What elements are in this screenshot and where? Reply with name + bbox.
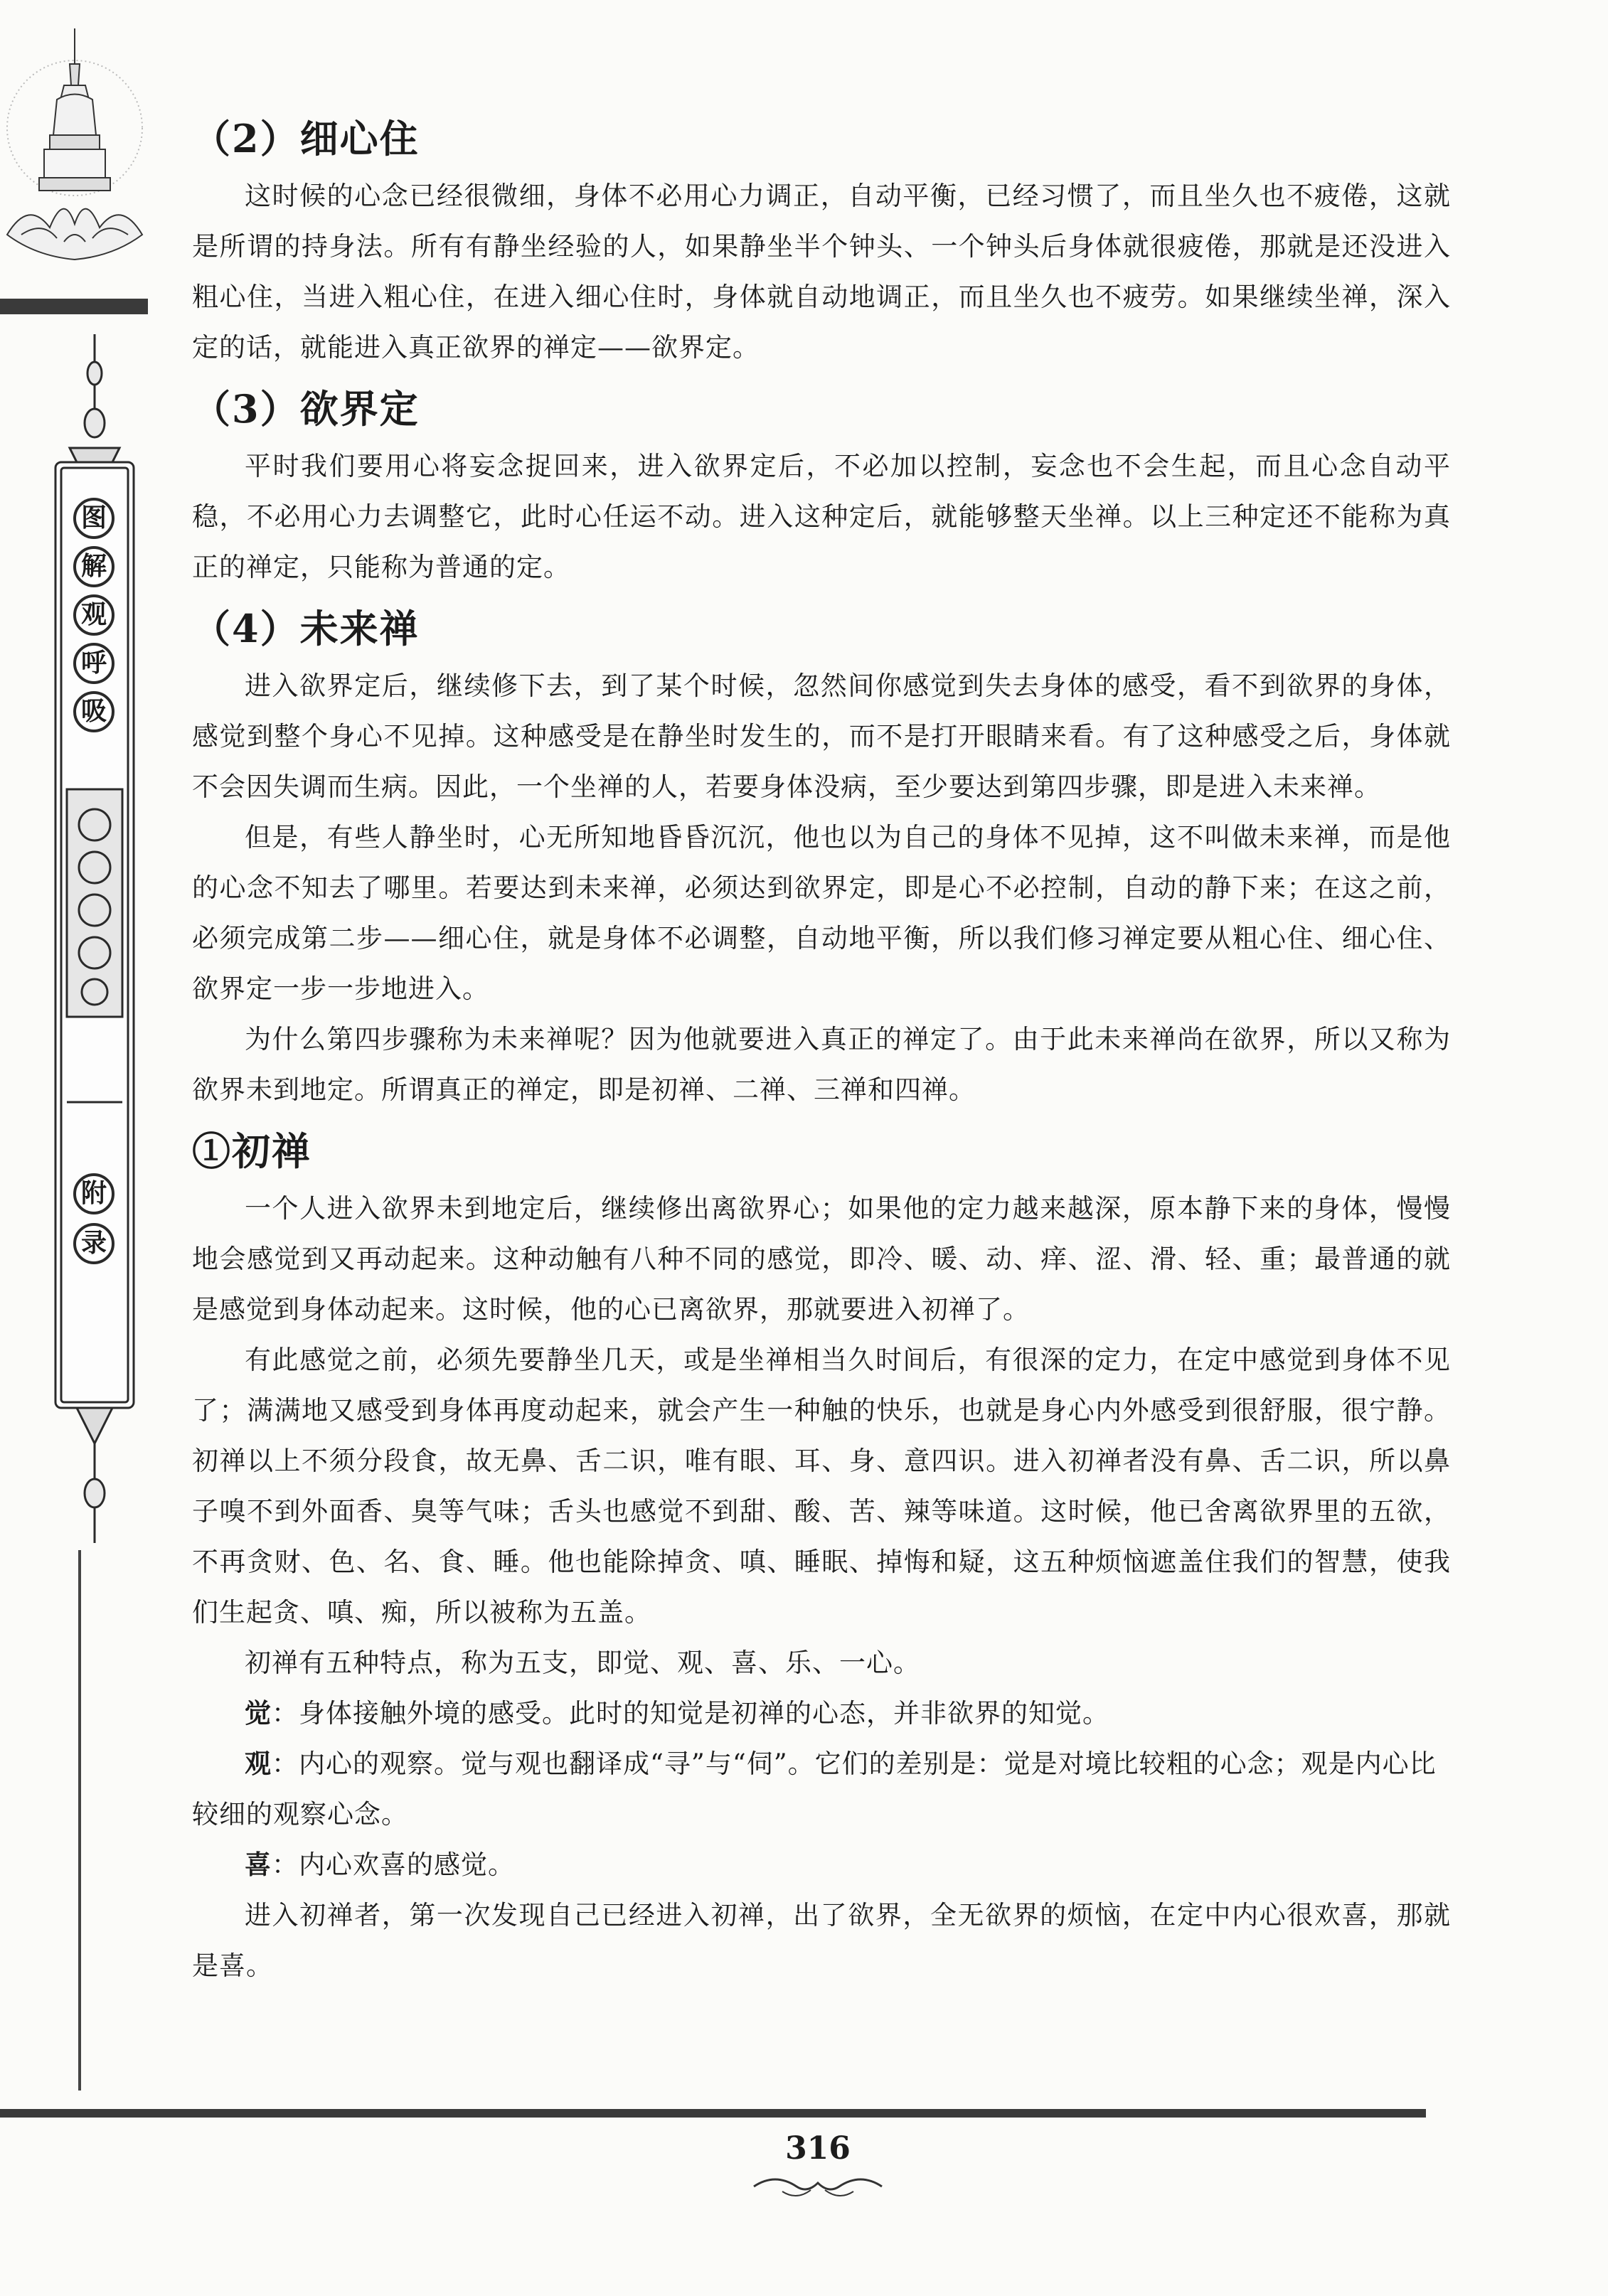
page-flourish-icon — [740, 2169, 896, 2204]
sidebar-title-char: 观 — [73, 594, 115, 636]
definition-jue — [192, 1688, 1451, 1739]
footer-rule — [0, 2109, 1426, 2118]
definition-guan — [192, 1739, 1451, 1840]
definition-text: ：身体接触外境的感受。此时的知觉是初禅的心态，并非欲界的知觉。 — [272, 1698, 1109, 1729]
sidebar-title-char: 吸 — [73, 691, 115, 732]
definition-term: 喜 — [245, 1849, 272, 1880]
paragraph: 平时我们要用心将妄念捉回来，进入欲界定后，不必加以控制，妄念也不会生起，而且心念自动平稳，不必用心力去调整它，此时心任运不动。进入这种定后，就能够整天坐禅。以上三种定还不能称为真正的禅定，只能称为普通的定。 — [192, 451, 1451, 582]
paragraph: 有此感觉之前，必须先要静坐几天，或是坐禅相当久时间后，有很深的定力，在定中感觉到身体不见了；满满地又感受到身体再度动起来，就会产生一种触的快乐，也就是身心内外感受到很舒服，很宁静。初禅以上不须分段食，故无鼻、舌二识，唯有眼、耳、身、意四识。进入初禅者没有鼻、舌二识，所以鼻子嗅不到外面香、臭等气味；舌头也感觉不到甜、酸、苦、辣等味道。这时候，他已舍离欲界里的五欲，不再贪财、色、名、食、睡。他也能除掉贪、嗔、睡眠、掉悔和疑，这五种烦恼遮盖住我们的智慧，使我们生起贪、嗔、痴，所以被称为五盖。 — [192, 1345, 1451, 1628]
definition-xi — [192, 1840, 1451, 1890]
side-vertical-rule — [78, 1550, 81, 2091]
page-number: 316 — [785, 2130, 851, 2167]
paragraph: 但是，有些人静坐时，心无所知地昏昏沉沉，他也以为自己的身体不见掉，这不叫做未来禅，而是他的心念不知去了哪里。若要达到未来禅，必须达到欲界定，即是心不必控制，自动的静下来；在这之前，必须完成第二步——细心住，就是身体不必调整，自动地平衡，所以我们修习禅定要从粗心住、细心住、欲界定一步一步地进入。 — [192, 822, 1451, 1004]
stupa-ornament-icon — [0, 21, 149, 277]
definition-text: ：内心欢喜的感觉。 — [272, 1849, 515, 1880]
definition-term: 观 — [245, 1748, 272, 1779]
paragraph: 为什么第四步骤称为未来禅呢？因为他就要进入真正的禅定了。由于此未来禅尚在欲界，所以又称为欲界未到地定。所谓真正的禅定，即是初禅、二禅、三禅和四禅。 — [192, 1024, 1451, 1105]
sidebar-title-char: 图 — [73, 498, 115, 539]
sidebar-section-char: 录 — [73, 1223, 115, 1264]
section-heading: （2）细心住 — [192, 116, 420, 161]
definition-text: ：内心的观察。觉与观也翻译成“寻”与“伺”。它们的差别是：觉是对境比较粗的心念；观是内心比较细的观察心念。 — [192, 1748, 1437, 1830]
paragraph: 一个人进入欲界未到地定后，继续修出离欲界心；如果他的定力越来越深，原本静下来的身体，慢慢地会感觉到又再动起来。这种动触有八种不同的感觉，即冷、暖、动、痒、涩、滑、轻、重；最普通的就是感觉到身体动起来。这时候，他的心已离欲界，那就要进入初禅了。 — [192, 1193, 1451, 1325]
section-heading: （4）未来禅 — [192, 606, 420, 651]
paragraph: 初禅有五种特点，称为五支，即觉、观、喜、乐、一心。 — [245, 1648, 920, 1678]
paragraph: 这时候的心念已经很微细，身体不必用心力调正，自动平衡，已经习惯了，而且坐久也不疲倦，这就是所谓的持身法。所有有静坐经验的人，如果静坐半个钟头、一个钟头后身体就很疲倦，那就是还没进入粗心住，当进入粗心住，在进入细心住时，身体就自动地调正，而且坐久也不疲劳。如果继续坐禅，深入定的话，就能进入真正欲界的禅定——欲界定。 — [192, 181, 1451, 363]
sidebar-title-char: 呼 — [73, 643, 115, 684]
paragraph: 进入初禅者，第一次发现自己已经进入初禅，出了欲界，全无欲界的烦恼，在定中内心很欢喜，那就是喜。 — [192, 1900, 1451, 1981]
sidebar-section-char: 附 — [73, 1173, 115, 1214]
sidebar-title-char: 解 — [73, 546, 115, 587]
main-text — [192, 107, 1451, 1991]
paragraph: 进入欲界定后，继续修下去，到了某个时候，忽然间你感觉到失去身体的感受，看不到欲界的身体，感觉到整个身心不见掉。这种感受是在静坐时发生的，而不是打开眼睛来看。有了这种感受之后，身体就不会因失调而生病。因此，一个坐禅的人，若要身体没病，至少要达到第四步骤，即是进入未来禅。 — [192, 671, 1451, 802]
definition-term: 觉 — [245, 1697, 272, 1729]
section-heading: ①初禅 — [192, 1128, 312, 1174]
section-heading: （3）欲界定 — [192, 386, 420, 432]
side-header-bar — [0, 299, 148, 314]
